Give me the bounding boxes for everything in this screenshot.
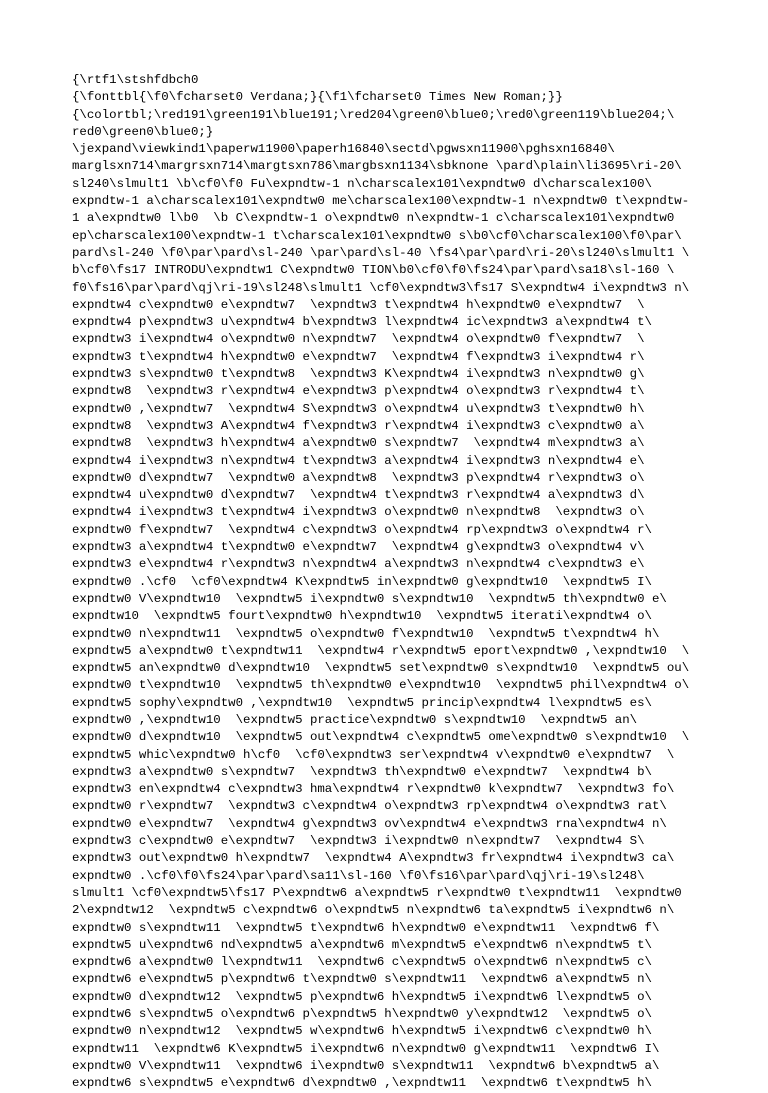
text-line: expndtw0 d\expndtw7 \expndtw0 a\expndtw8 \expndtw3 p\expndtw4 r\expndtw3 o\ <box>72 470 645 485</box>
text-line: expndtw3 e\expndtw4 r\expndtw3 n\expndtw4 a\expndtw3 n\expndtw4 c\expndtw3 e\ <box>72 557 645 572</box>
text-line: {\rtf1\stshfdbch0 <box>72 73 199 87</box>
text-line: b\cf0\fs17 INTRODU\expndtw1 C\expndtw0 TION\b0\cf0\f0\fs24\par\pard\sa18\sl-160 \ <box>72 263 675 278</box>
text-line: expndtw3 t\expndtw4 h\expndtw0 e\expndtw7 \expndtw4 f\expndtw3 i\expndtw4 r\ <box>72 349 645 364</box>
text-line: expndtw5 whic\expndtw0 h\cf0 \cf0\expndtw3 ser\expndtw4 v\expndtw0 e\expndtw7 \ <box>72 747 675 762</box>
text-line: expndtw4 u\expndtw0 d\expndtw7 \expndtw4 t\expndtw3 r\expndtw4 a\expndtw3 d\ <box>72 488 645 503</box>
text-line: expndtw6 s\expndtw5 e\expndtw6 d\expndtw0 ,\expndtw11 \expndtw6 t\expndtw5 h\ <box>72 1076 652 1091</box>
text-line: expndtw0 t\expndtw10 \expndtw5 th\expndtw0 e\expndtw10 \expndtw5 phil\expndtw4 o\ <box>72 678 690 693</box>
text-line: slmult1 \cf0\expndtw5\fs17 P\expndtw6 a\expndtw5 r\expndtw0 t\expndtw11 \expndtw0 <box>72 885 682 900</box>
text-line: expndtw4 p\expndtw3 u\expndtw4 b\expndtw3 l\expndtw4 ic\expndtw3 a\expndtw4 t\ <box>72 315 652 330</box>
text-line: \jexpand\viewkind1\paperw11900\paperh16840\sectd\pgwsxn11900\pghsxn16840\ <box>72 142 615 157</box>
text-line: expndtw8 \expndtw3 A\expndtw4 f\expndtw3 r\expndtw4 i\expndtw3 c\expndtw0 a\ <box>72 418 645 433</box>
text-line: expndtw3 out\expndtw0 h\expndtw7 \expndtw4 A\expndtw3 fr\expndtw4 i\expndtw3 ca\ <box>72 851 675 866</box>
text-line: expndtw5 a\expndtw0 t\expndtw11 \expndtw4 r\expndtw5 eport\expndtw0 ,\expndtw10 \ <box>72 643 690 658</box>
text-line: expndtw0 .\cf0\f0\fs24\par\pard\sa11\sl-160 \f0\fs16\par\pard\qj\ri-19\sl248\ <box>72 868 645 883</box>
text-line: expndtw6 a\expndtw0 l\expndtw11 \expndtw6 c\expndtw5 o\expndtw6 n\expndtw5 c\ <box>72 955 652 970</box>
text-line: expndtw10 \expndtw5 fourt\expndtw0 h\expndtw10 \expndtw5 iterati\expndtw4 o\ <box>72 609 652 624</box>
text-line: expndtw-1 a\charscalex101\expndtw0 me\charscalex100\expndtw-1 n\expndtw0 t\expndtw- <box>72 194 690 209</box>
text-line: expndtw4 c\expndtw0 e\expndtw7 \expndtw3 t\expndtw4 h\expndtw0 e\expndtw7 \ <box>72 297 645 312</box>
text-line: expndtw0 n\expndtw11 \expndtw5 o\expndtw0 f\expndtw10 \expndtw5 t\expndtw4 h\ <box>72 626 660 641</box>
text-line: expndtw0 d\expndtw12 \expndtw5 p\expndtw6 h\expndtw5 i\expndtw6 l\expndtw5 o\ <box>72 989 652 1004</box>
text-line: expndtw0 V\expndtw11 \expndtw6 i\expndtw0 s\expndtw11 \expndtw6 b\expndtw5 a\ <box>72 1058 660 1073</box>
text-line: expndtw4 i\expndtw3 t\expndtw4 i\expndtw3 o\expndtw0 n\expndtw8 \expndtw3 o\ <box>72 505 645 520</box>
text-line: expndtw0 e\expndtw7 \expndtw4 g\expndtw3 ov\expndtw4 e\expndtw3 rna\expndtw4 n\ <box>72 816 667 831</box>
text-line: pard\sl-240 \f0\par\pard\sl-240 \par\pard\sl-40 \fs4\par\pard\ri-20\sl240\slmult1 \ <box>72 245 690 260</box>
text-line: red0\green0\blue0;} <box>72 124 214 139</box>
text-line: 1 a\expndtw0 l\b0 \b C\expndtw-1 o\expndtw0 n\expndtw-1 c\charscalex101\expndtw0 <box>72 211 675 226</box>
rtf-source-text <box>72 72 762 1093</box>
text-line: expndtw6 s\expndtw5 o\expndtw6 p\expndtw5 h\expndtw0 y\expndtw12 \expndtw5 o\ <box>72 1007 652 1022</box>
text-line: marglsxn714\margrsxn714\margtsxn786\margbsxn1134\sbknone \pard\plain\li3695\ri-20\ <box>72 159 682 174</box>
text-line: expndtw0 d\expndtw10 \expndtw5 out\expndtw4 c\expndtw5 ome\expndtw0 s\expndtw10 \ <box>72 730 690 745</box>
text-line: expndtw8 \expndtw3 h\expndtw4 a\expndtw0 s\expndtw7 \expndtw4 m\expndtw3 a\ <box>72 436 645 451</box>
text-line: expndtw5 sophy\expndtw0 ,\expndtw10 \expndtw5 princip\expndtw4 l\expndtw5 es\ <box>72 695 652 710</box>
text-line: expndtw5 an\expndtw0 d\expndtw10 \expndtw5 set\expndtw0 s\expndtw10 \expndtw5 ou\ <box>72 661 690 676</box>
text-line: expndtw4 i\expndtw3 n\expndtw4 t\expndtw3 a\expndtw4 i\expndtw3 n\expndtw4 e\ <box>72 453 645 468</box>
text-line: expndtw3 a\expndtw0 s\expndtw7 \expndtw3 th\expndtw0 e\expndtw7 \expndtw4 b\ <box>72 764 652 779</box>
text-line: expndtw3 c\expndtw0 e\expndtw7 \expndtw3 i\expndtw0 n\expndtw7 \expndtw4 S\ <box>72 834 645 849</box>
text-line: {\fonttbl{\f0\fcharset0 Verdana;}{\f1\fcharset0 Times New Roman;}} <box>72 90 563 105</box>
text-line: expndtw0 f\expndtw7 \expndtw4 c\expndtw3 o\expndtw4 rp\expndtw3 o\expndtw4 r\ <box>72 522 652 537</box>
text-line: expndtw0 n\expndtw12 \expndtw5 w\expndtw6 h\expndtw5 i\expndtw6 c\expndtw0 h\ <box>72 1024 652 1039</box>
text-line: expndtw8 \expndtw3 r\expndtw4 e\expndtw3 p\expndtw4 o\expndtw3 r\expndtw4 t\ <box>72 384 645 399</box>
text-line: expndtw3 i\expndtw4 o\expndtw0 n\expndtw7 \expndtw4 o\expndtw0 f\expndtw7 \ <box>72 332 645 347</box>
text-line: expndtw0 r\expndtw7 \expndtw3 c\expndtw4 o\expndtw3 rp\expndtw4 o\expndtw3 rat\ <box>72 799 667 814</box>
text-line: expndtw0 ,\expndtw7 \expndtw4 S\expndtw3 o\expndtw4 u\expndtw3 t\expndtw0 h\ <box>72 401 645 416</box>
text-line: sl240\slmult1 \b\cf0\f0 Fu\expndtw-1 n\charscalex101\expndtw0 d\charscalex100\ <box>72 176 652 191</box>
text-line: f0\fs16\par\pard\qj\ri-19\sl248\slmult1 \cf0\expndtw3\fs17 S\expndtw4 i\expndtw3 n\ <box>72 280 690 295</box>
text-line: expndtw0 s\expndtw11 \expndtw5 t\expndtw6 h\expndtw0 e\expndtw11 \expndtw6 f\ <box>72 920 660 935</box>
text-line: expndtw3 a\expndtw4 t\expndtw0 e\expndtw7 \expndtw4 g\expndtw3 o\expndtw4 v\ <box>72 540 645 555</box>
text-line: {\colortbl;\red191\green191\blue191;\red204\green0\blue0;\red0\green119\blue204;\ <box>72 107 675 122</box>
text-line: expndtw0 ,\expndtw10 \expndtw5 practice\expndtw0 s\expndtw10 \expndtw5 an\ <box>72 712 638 727</box>
text-line: expndtw0 .\cf0 \cf0\expndtw4 K\expndtw5 in\expndtw0 g\expndtw10 \expndtw5 I\ <box>72 574 652 589</box>
text-line: 2\expndtw12 \expndtw5 c\expndtw6 o\expndtw5 n\expndtw6 ta\expndtw5 i\expndtw6 n\ <box>72 903 675 918</box>
text-line: expndtw3 en\expndtw4 c\expndtw3 hma\expndtw4 r\expndtw0 k\expndtw7 \expndtw3 fo\ <box>72 782 675 797</box>
text-line: expndtw5 u\expndtw6 nd\expndtw5 a\expndtw6 m\expndtw5 e\expndtw6 n\expndtw5 t\ <box>72 937 652 952</box>
text-line: expndtw6 e\expndtw5 p\expndtw6 t\expndtw0 s\expndtw11 \expndtw6 a\expndtw5 n\ <box>72 972 652 987</box>
text-line: expndtw11 \expndtw6 K\expndtw5 i\expndtw6 n\expndtw0 g\expndtw11 \expndtw6 I\ <box>72 1041 660 1056</box>
text-line: ep\charscalex100\expndtw-1 t\charscalex101\expndtw0 s\b0\cf0\charscalex100\f0\par\ <box>72 228 682 243</box>
text-line: expndtw3 s\expndtw0 t\expndtw8 \expndtw3 K\expndtw4 i\expndtw3 n\expndtw0 g\ <box>72 367 645 382</box>
text-line: expndtw0 V\expndtw10 \expndtw5 i\expndtw0 s\expndtw10 \expndtw5 th\expndtw0 e\ <box>72 591 667 606</box>
